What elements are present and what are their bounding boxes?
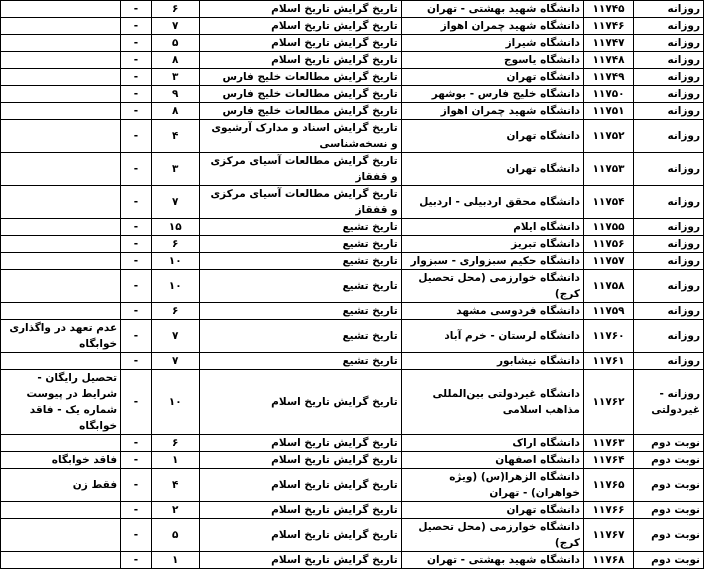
field-code-cell: ۱۱۷۶۳: [583, 435, 633, 452]
capacity-cell: ۹: [151, 86, 199, 103]
capacity-cell: ۳: [151, 153, 199, 186]
course-type-cell: روزانه: [634, 353, 704, 370]
capacity-cell: ۷: [151, 18, 199, 35]
capacity-cell: ۶: [151, 236, 199, 253]
notes-cell: [1, 219, 121, 236]
notes-cell: [1, 18, 121, 35]
course-type-cell: روزانه: [634, 1, 704, 18]
field-name-cell: تاریخ گرایش مطالعات خلیج فارس: [199, 86, 401, 103]
gender-cell: -: [121, 303, 152, 320]
capacity-cell: ۷: [151, 320, 199, 353]
gender-cell: -: [121, 236, 152, 253]
table-row: [1, 320, 704, 353]
gender-cell: -: [121, 519, 152, 552]
course-type-cell: نوبت دوم: [634, 519, 704, 552]
notes-cell: [1, 353, 121, 370]
university-cell: دانشگاه تهران: [401, 120, 583, 153]
university-cell: دانشگاه شهید بهشتی - تهران: [401, 552, 583, 569]
field-name-cell: تاریخ گرایش تاریخ اسلام: [199, 452, 401, 469]
course-type-cell: روزانه: [634, 18, 704, 35]
course-type-cell: روزانه: [634, 236, 704, 253]
university-cell: دانشگاه شهید بهشتی - تهران: [401, 1, 583, 18]
field-code-cell: ۱۱۷۶۸: [583, 552, 633, 569]
course-type-cell: روزانه: [634, 120, 704, 153]
field-code-cell: ۱۱۷۵۲: [583, 120, 633, 153]
field-name-cell: تاریخ گرایش تاریخ اسلام: [199, 502, 401, 519]
notes-cell: عدم تعهد در واگذاری خوابگاه: [1, 320, 121, 353]
gender-cell: -: [121, 86, 152, 103]
notes-cell: [1, 86, 121, 103]
gender-cell: -: [121, 1, 152, 18]
capacity-cell: ۱۰: [151, 270, 199, 303]
field-code-cell: ۱۱۷۶۵: [583, 469, 633, 502]
notes-cell: [1, 502, 121, 519]
field-name-cell: تاریخ گرایش مطالعات آسیای مرکزی و قفقاز: [199, 186, 401, 219]
notes-cell: [1, 186, 121, 219]
table-row: [1, 270, 704, 303]
gender-cell: -: [121, 186, 152, 219]
notes-cell: فاقد خوابگاه: [1, 452, 121, 469]
field-name-cell: تاریخ گرایش تاریخ اسلام: [199, 519, 401, 552]
gender-cell: -: [121, 253, 152, 270]
course-type-cell: روزانه: [634, 320, 704, 353]
capacity-cell: ۷: [151, 353, 199, 370]
capacity-cell: ۱۰: [151, 253, 199, 270]
gender-cell: -: [121, 18, 152, 35]
table-row: [1, 452, 704, 469]
capacity-cell: ۱: [151, 452, 199, 469]
table-row: [1, 186, 704, 219]
capacity-cell: ۱: [151, 552, 199, 569]
table-row: [1, 502, 704, 519]
university-cell: دانشگاه تهران: [401, 153, 583, 186]
field-code-cell: ۱۱۷۴۵: [583, 1, 633, 18]
notes-cell: فقط زن: [1, 469, 121, 502]
course-type-cell: روزانه: [634, 86, 704, 103]
university-cell: دانشگاه شهید چمران اهواز: [401, 18, 583, 35]
field-code-cell: ۱۱۷۶۱: [583, 353, 633, 370]
table-row: [1, 103, 704, 120]
capacity-cell: ۳: [151, 69, 199, 86]
table-row: [1, 120, 704, 153]
field-name-cell: تاریخ تشیع: [199, 353, 401, 370]
field-name-cell: تاریخ تشیع: [199, 253, 401, 270]
field-code-cell: ۱۱۷۴۹: [583, 69, 633, 86]
table-row: [1, 370, 704, 435]
field-name-cell: تاریخ گرایش تاریخ اسلام: [199, 35, 401, 52]
gender-cell: -: [121, 103, 152, 120]
field-name-cell: تاریخ تشیع: [199, 219, 401, 236]
table-row: [1, 153, 704, 186]
course-type-cell: نوبت دوم: [634, 469, 704, 502]
gender-cell: -: [121, 35, 152, 52]
course-type-cell: روزانه: [634, 69, 704, 86]
course-type-cell: روزانه: [634, 186, 704, 219]
gender-cell: -: [121, 469, 152, 502]
field-code-cell: ۱۱۷۵۵: [583, 219, 633, 236]
capacity-cell: ۴: [151, 120, 199, 153]
university-cell: دانشگاه تهران: [401, 502, 583, 519]
field-name-cell: تاریخ گرایش مطالعات خلیج فارس: [199, 69, 401, 86]
gender-cell: -: [121, 502, 152, 519]
field-name-cell: تاریخ گرایش تاریخ اسلام: [199, 435, 401, 452]
field-name-cell: تاریخ گرایش تاریخ اسلام: [199, 52, 401, 69]
table-row: [1, 52, 704, 69]
gender-cell: -: [121, 270, 152, 303]
field-name-cell: تاریخ گرایش تاریخ اسلام: [199, 1, 401, 18]
table-row: [1, 18, 704, 35]
gender-cell: -: [121, 69, 152, 86]
capacity-cell: ۵: [151, 519, 199, 552]
table-row: [1, 303, 704, 320]
notes-cell: [1, 103, 121, 120]
university-cell: دانشگاه حکیم سبزواری - سبزوار: [401, 253, 583, 270]
notes-cell: [1, 236, 121, 253]
table-body: [1, 1, 704, 569]
table-row: [1, 469, 704, 502]
university-cell: دانشگاه فردوسی مشهد: [401, 303, 583, 320]
field-name-cell: تاریخ گرایش مطالعات آسیای مرکزی و قفقاز: [199, 153, 401, 186]
capacity-cell: ۸: [151, 52, 199, 69]
table-row: [1, 1, 704, 18]
field-name-cell: تاریخ تشیع: [199, 236, 401, 253]
university-cell: دانشگاه تهران: [401, 69, 583, 86]
gender-cell: -: [121, 153, 152, 186]
field-name-cell: تاریخ تشیع: [199, 320, 401, 353]
table-row: [1, 236, 704, 253]
notes-cell: [1, 303, 121, 320]
university-cell: دانشگاه اصفهان: [401, 452, 583, 469]
capacity-cell: ۱۰: [151, 370, 199, 435]
field-code-cell: ۱۱۷۵۱: [583, 103, 633, 120]
gender-cell: -: [121, 219, 152, 236]
capacity-cell: ۴: [151, 469, 199, 502]
field-name-cell: تاریخ گرایش تاریخ اسلام: [199, 469, 401, 502]
capacity-cell: ۵: [151, 35, 199, 52]
course-type-cell: نوبت دوم: [634, 502, 704, 519]
course-type-cell: روزانه: [634, 253, 704, 270]
gender-cell: -: [121, 552, 152, 569]
course-type-cell: روزانه: [634, 35, 704, 52]
capacity-cell: ۶: [151, 435, 199, 452]
university-cell: دانشگاه لرستان - خرم آباد: [401, 320, 583, 353]
field-name-cell: تاریخ گرایش تاریخ اسلام: [199, 370, 401, 435]
university-cell: دانشگاه الزهرا(س) (ویژه خواهران) - تهران: [401, 469, 583, 502]
university-cell: دانشگاه خلیج فارس - بوشهر: [401, 86, 583, 103]
gender-cell: -: [121, 452, 152, 469]
notes-cell: [1, 435, 121, 452]
gender-cell: -: [121, 52, 152, 69]
field-code-cell: ۱۱۷۵۹: [583, 303, 633, 320]
university-cell: دانشگاه تبریز: [401, 236, 583, 253]
field-code-cell: ۱۱۷۶۶: [583, 502, 633, 519]
course-type-cell: روزانه: [634, 303, 704, 320]
field-code-cell: ۱۱۷۶۰: [583, 320, 633, 353]
table-row: [1, 69, 704, 86]
capacity-cell: ۱۵: [151, 219, 199, 236]
university-cell: دانشگاه غیردولتی بین‌المللی مذاهب اسلامی: [401, 370, 583, 435]
course-type-cell: روزانه - غیردولتی: [634, 370, 704, 435]
field-code-cell: ۱۱۷۵۴: [583, 186, 633, 219]
notes-cell: [1, 253, 121, 270]
university-cell: دانشگاه شهید چمران اهواز: [401, 103, 583, 120]
notes-cell: [1, 52, 121, 69]
course-type-cell: نوبت دوم: [634, 552, 704, 569]
gender-cell: -: [121, 320, 152, 353]
table-row: [1, 86, 704, 103]
gender-cell: -: [121, 370, 152, 435]
university-cell: دانشگاه ایلام: [401, 219, 583, 236]
capacity-cell: ۲: [151, 502, 199, 519]
gender-cell: -: [121, 120, 152, 153]
field-code-cell: ۱۱۷۵۶: [583, 236, 633, 253]
field-code-cell: ۱۱۷۶۴: [583, 452, 633, 469]
field-code-cell: ۱۱۷۴۶: [583, 18, 633, 35]
field-name-cell: تاریخ تشیع: [199, 270, 401, 303]
table-row: [1, 219, 704, 236]
notes-cell: [1, 120, 121, 153]
field-name-cell: تاریخ گرایش مطالعات خلیج فارس: [199, 103, 401, 120]
field-name-cell: تاریخ گرایش اسناد و مدارک آرشیوی و نسخه‌شناسی: [199, 120, 401, 153]
field-code-cell: ۱۱۷۶۷: [583, 519, 633, 552]
field-code-cell: ۱۱۷۵۳: [583, 153, 633, 186]
notes-cell: [1, 519, 121, 552]
course-type-cell: روزانه: [634, 270, 704, 303]
capacity-cell: ۶: [151, 1, 199, 18]
university-cell: دانشگاه خوارزمی (محل تحصیل کرج): [401, 270, 583, 303]
field-code-cell: ۱۱۷۶۲: [583, 370, 633, 435]
notes-cell: [1, 552, 121, 569]
field-code-cell: ۱۱۷۴۷: [583, 35, 633, 52]
gender-cell: -: [121, 435, 152, 452]
field-name-cell: تاریخ گرایش تاریخ اسلام: [199, 552, 401, 569]
notes-cell: [1, 1, 121, 18]
gender-cell: -: [121, 353, 152, 370]
field-code-cell: ۱۱۷۵۷: [583, 253, 633, 270]
university-cell: دانشگاه یاسوج: [401, 52, 583, 69]
field-code-cell: ۱۱۷۴۸: [583, 52, 633, 69]
course-type-cell: نوبت دوم: [634, 435, 704, 452]
table-row: [1, 552, 704, 569]
university-cell: دانشگاه محقق اردبیلی - اردبیل: [401, 186, 583, 219]
field-code-cell: ۱۱۷۵۸: [583, 270, 633, 303]
course-type-cell: روزانه: [634, 153, 704, 186]
course-type-cell: نوبت دوم: [634, 452, 704, 469]
university-cell: دانشگاه نیشابور: [401, 353, 583, 370]
notes-cell: [1, 69, 121, 86]
capacity-cell: ۶: [151, 303, 199, 320]
university-cell: دانشگاه اراک: [401, 435, 583, 452]
table-row: [1, 35, 704, 52]
university-cell: دانشگاه شیراز: [401, 35, 583, 52]
course-type-cell: روزانه: [634, 52, 704, 69]
table-row: [1, 353, 704, 370]
course-type-cell: روزانه: [634, 103, 704, 120]
university-cell: دانشگاه خوارزمی (محل تحصیل کرج): [401, 519, 583, 552]
notes-cell: [1, 35, 121, 52]
field-name-cell: تاریخ تشیع: [199, 303, 401, 320]
table-row: [1, 519, 704, 552]
field-code-cell: ۱۱۷۵۰: [583, 86, 633, 103]
notes-cell: [1, 270, 121, 303]
table-row: [1, 435, 704, 452]
field-name-cell: تاریخ گرایش تاریخ اسلام: [199, 18, 401, 35]
table-row: [1, 253, 704, 270]
notes-cell: [1, 153, 121, 186]
notes-cell: تحصیل رایگان - شرایط در پیوست شماره یک - فاقد خوابگاه: [1, 370, 121, 435]
course-type-cell: روزانه: [634, 219, 704, 236]
capacity-cell: ۷: [151, 186, 199, 219]
capacity-cell: ۸: [151, 103, 199, 120]
